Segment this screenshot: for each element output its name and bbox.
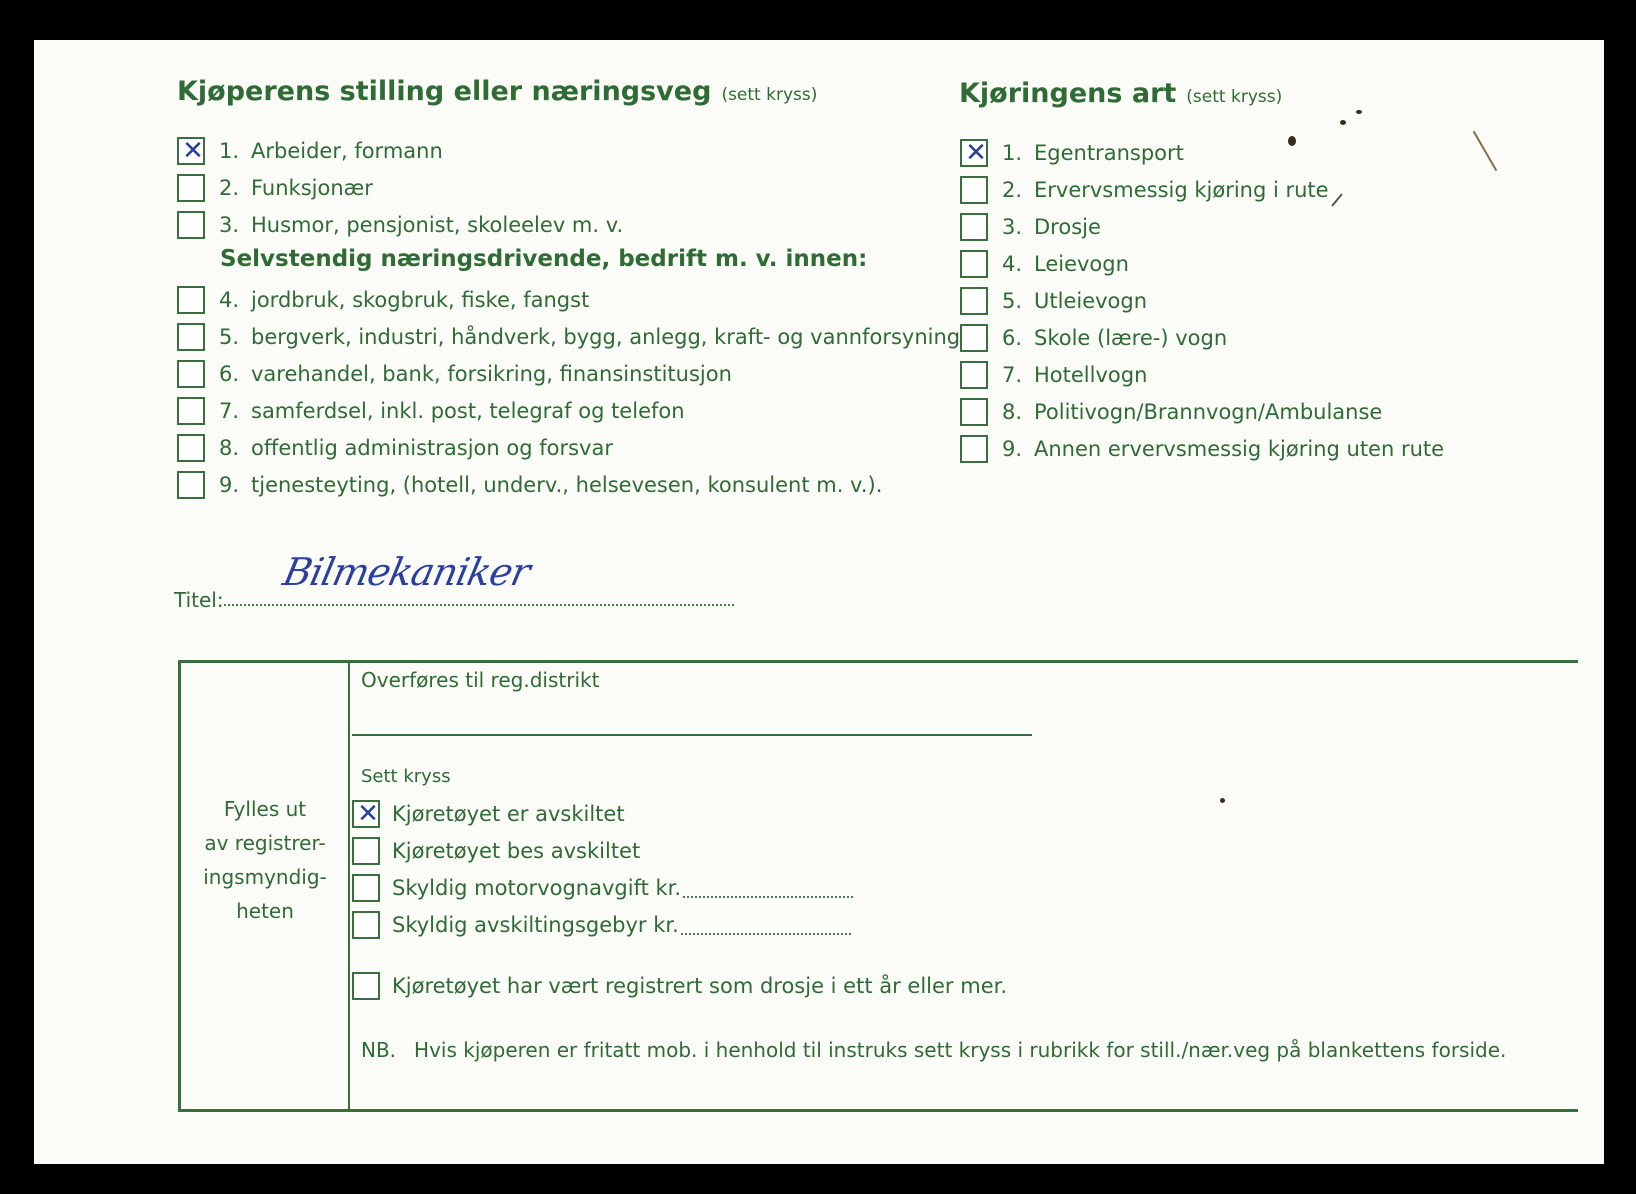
right-item-num: 1.	[1002, 141, 1023, 165]
right-item-9[interactable]	[960, 433, 1444, 465]
right-item-label: Skole (lære-) vogn	[1034, 326, 1228, 350]
registry-item-label: Kjøretøyet bes avskiltet	[392, 839, 641, 863]
registry-item-label: Skyldig avskiltingsgebyr kr.	[392, 913, 679, 937]
left-item-num: 3.	[219, 213, 240, 237]
right-item-num: 6.	[1002, 326, 1023, 350]
right-heading-title: Kjøringens art	[959, 78, 1177, 109]
right-item-label: Hotellvogn	[1034, 363, 1148, 387]
left-checkbox-8[interactable]	[177, 434, 205, 462]
left-item-label: Husmor, pensjonist, skoleelev m. v.	[251, 213, 624, 237]
left-item-label: Arbeider, formann	[251, 139, 443, 163]
right-item-3[interactable]	[960, 211, 1101, 243]
left-item-num: 6.	[219, 362, 240, 386]
right-checkbox-8[interactable]	[960, 398, 988, 426]
right-checkbox-4[interactable]	[960, 250, 988, 278]
paper-speck	[1473, 131, 1498, 172]
right-item-num: 5.	[1002, 289, 1023, 313]
registry-item-3[interactable]	[352, 872, 853, 904]
registry-checkbox-1[interactable]	[352, 800, 380, 828]
left-item-4[interactable]	[177, 284, 589, 316]
paper-speck	[1288, 136, 1296, 146]
left-subheading: Selvstendig næringsdrivende, bedrift m. v. innen:	[220, 246, 868, 272]
left-item-label: offentlig administrasjon og forsvar	[251, 436, 613, 460]
right-item-label: Drosje	[1034, 215, 1101, 239]
panel-left-border	[178, 660, 181, 1112]
right-item-label: Leievogn	[1034, 252, 1129, 276]
left-item-num: 1.	[219, 139, 240, 163]
side-text-line: ingsmyndig-	[203, 865, 327, 889]
transfer-line	[352, 734, 1032, 736]
left-item-6[interactable]	[177, 358, 732, 390]
left-item-num: 2.	[219, 176, 240, 200]
right-item-num: 9.	[1002, 437, 1023, 461]
transfer-label: Overføres til reg.distrikt	[361, 668, 600, 692]
titel-handwritten-value[interactable]: Bilmekaniker	[279, 550, 534, 594]
left-item-label: varehandel, bank, forsikring, finansinstitusjon	[251, 362, 732, 386]
paper-speck	[1356, 110, 1362, 114]
panel-top-border	[178, 660, 1578, 663]
right-item-label: Egentransport	[1034, 141, 1184, 165]
right-checkbox-9[interactable]	[960, 435, 988, 463]
registry-item-label: Skyldig motorvognavgift kr.	[392, 876, 682, 900]
panel-divider	[348, 660, 350, 1112]
right-heading-note: (sett kryss)	[1186, 87, 1283, 107]
right-item-num: 4.	[1002, 252, 1023, 276]
registry-checkbox-2[interactable]	[352, 837, 380, 865]
left-item-8[interactable]	[177, 432, 613, 464]
right-item-5[interactable]	[960, 285, 1147, 317]
right-item-label: Utleievogn	[1034, 289, 1148, 313]
registry-item-1[interactable]	[352, 798, 625, 830]
right-item-label: Ervervsmessig kjøring i rute	[1034, 178, 1329, 202]
right-checkbox-3[interactable]	[960, 213, 988, 241]
left-item-5[interactable]	[177, 321, 960, 353]
left-item-num: 7.	[219, 399, 240, 423]
left-heading	[177, 76, 817, 107]
form-card	[34, 40, 1604, 1164]
left-item-num: 4.	[219, 288, 240, 312]
left-checkbox-7[interactable]	[177, 397, 205, 425]
paper-speck	[1331, 193, 1343, 207]
right-item-8[interactable]	[960, 396, 1382, 428]
side-text-line: av registrer-	[204, 831, 326, 855]
panel-bottom-border	[178, 1109, 1578, 1112]
left-checkbox-5[interactable]	[177, 323, 205, 351]
left-item-num: 9.	[219, 473, 240, 497]
right-item-4[interactable]	[960, 248, 1129, 280]
left-item-9[interactable]	[177, 469, 882, 501]
right-item-6[interactable]	[960, 322, 1227, 354]
right-checkbox-6[interactable]	[960, 324, 988, 352]
left-heading-title: Kjøperens stilling eller næringsveg	[177, 76, 712, 107]
nb-text: Hvis kjøperen er fritatt mob. i henhold til instruks sett kryss i rubrikk for still./nær.veg på blankettens forside.	[414, 1038, 1507, 1062]
paper-speck	[1220, 798, 1225, 803]
registry-item-2[interactable]	[352, 835, 640, 867]
right-checkbox-2[interactable]	[960, 176, 988, 204]
drosje-item-label: Kjøretøyet har vært registrert som drosje i ett år eller mer.	[392, 974, 1007, 998]
nb-label: NB.	[361, 1038, 397, 1062]
right-checkbox-1[interactable]	[960, 139, 988, 167]
left-item-label: tjenesteyting, (hotell, underv., helsevesen, konsulent m. v.).	[251, 473, 883, 497]
registry-checkbox-4[interactable]	[352, 911, 380, 939]
side-text-line: Fylles ut	[223, 797, 307, 821]
nb-note	[361, 1034, 1506, 1066]
right-heading	[959, 78, 1282, 109]
sett-kryss-label: Sett kryss	[361, 766, 451, 787]
titel-label: Titel:	[174, 588, 224, 612]
registry-drosje-item[interactable]	[352, 970, 1007, 1002]
right-checkbox-5[interactable]	[960, 287, 988, 315]
left-heading-note: (sett kryss)	[721, 85, 818, 105]
paper-speck	[1340, 120, 1346, 125]
side-text-line: heten	[236, 899, 294, 923]
left-item-3[interactable]	[177, 209, 623, 241]
left-item-2[interactable]	[177, 172, 373, 204]
right-item-num: 7.	[1002, 363, 1023, 387]
check-mark-icon: ✕	[182, 136, 204, 166]
left-checkbox-9[interactable]	[177, 471, 205, 499]
left-item-label: bergverk, industri, håndverk, bygg, anlegg, kraft- og vannforsyning	[251, 325, 961, 349]
left-item-label: samferdsel, inkl. post, telegraf og telefon	[251, 399, 685, 423]
right-item-7[interactable]	[960, 359, 1147, 391]
left-item-label: Funksjonær	[251, 176, 373, 200]
amount-dotted-field[interactable]	[683, 878, 853, 898]
left-item-num: 8.	[219, 436, 240, 460]
left-checkbox-3[interactable]	[177, 211, 205, 239]
titel-dotted-line	[224, 604, 734, 606]
right-checkbox-7[interactable]	[960, 361, 988, 389]
left-item-7[interactable]	[177, 395, 685, 427]
registry-checkbox-3[interactable]	[352, 874, 380, 902]
right-item-num: 3.	[1002, 215, 1023, 239]
left-item-1[interactable]	[177, 135, 443, 167]
left-item-num: 5.	[219, 325, 240, 349]
registry-item-label: Kjøretøyet er avskiltet	[392, 802, 625, 826]
registry-side-text	[185, 792, 345, 928]
left-checkbox-6[interactable]	[177, 360, 205, 388]
right-item-2[interactable]	[960, 174, 1329, 206]
right-item-num: 2.	[1002, 178, 1023, 202]
right-item-label: Politivogn/Brannvogn/Ambulanse	[1034, 400, 1383, 424]
fee-dotted-field[interactable]	[681, 915, 851, 935]
right-item-label: Annen ervervsmessig kjøring uten rute	[1034, 437, 1445, 461]
check-mark-icon: ✕	[357, 799, 379, 829]
right-item-num: 8.	[1002, 400, 1023, 424]
left-checkbox-4[interactable]	[177, 286, 205, 314]
left-item-label: jordbruk, skogbruk, fiske, fangst	[251, 288, 590, 312]
left-checkbox-2[interactable]	[177, 174, 205, 202]
left-checkbox-1[interactable]	[177, 137, 205, 165]
check-mark-icon: ✕	[965, 138, 987, 168]
registry-item-4[interactable]	[352, 909, 851, 941]
right-item-1[interactable]	[960, 137, 1184, 169]
drosje-checkbox[interactable]	[352, 972, 380, 1000]
